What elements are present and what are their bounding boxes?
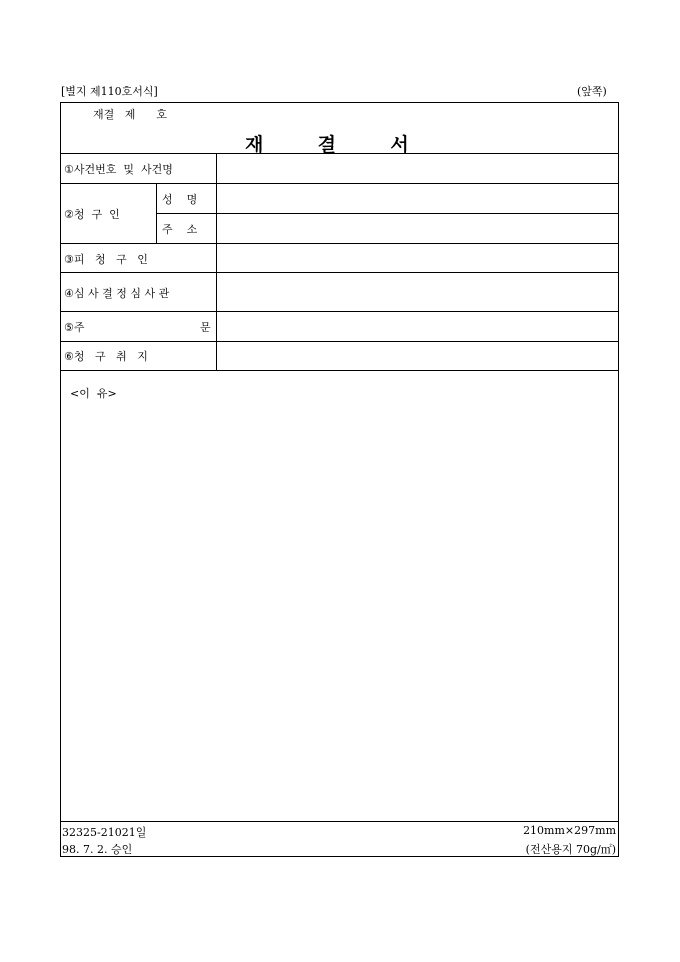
case-field[interactable]	[217, 154, 619, 183]
examiner-field[interactable]	[217, 273, 619, 311]
document-title: 재 결 서	[245, 134, 410, 156]
reason-body-field[interactable]	[61, 371, 618, 821]
examiner-label: ④심 사 결 정 심 사 관	[64, 287, 170, 300]
case-label: ①사건번호 및 사건명	[64, 163, 173, 176]
decision-form	[60, 102, 619, 857]
decision-number-line: 재결 제 호	[93, 108, 167, 121]
footer-paper: (전산용지 70g/㎡)	[525, 843, 616, 856]
order-field[interactable]	[217, 312, 619, 341]
respondent-field[interactable]	[217, 244, 619, 272]
order-label: ⑤주	[64, 321, 85, 334]
footer-code: 32325-21021일	[62, 826, 147, 839]
name-label: 성 명	[162, 193, 198, 206]
order-label-end: 문	[200, 321, 211, 334]
form-number-label: [별지 제110호서식]	[61, 85, 158, 98]
page-side-label: (앞쪽)	[577, 85, 607, 98]
claimant-sub-divider	[156, 183, 157, 243]
respondent-label: ③피 청 구 인	[64, 253, 148, 266]
address-field[interactable]	[217, 214, 619, 243]
claim-purpose-label: ⑥청 구 취 지	[64, 350, 148, 363]
claim-purpose-field[interactable]	[217, 342, 619, 370]
rule-footer	[61, 821, 618, 822]
footer-size: 210mm×297mm	[523, 824, 616, 837]
address-label: 주 소	[162, 223, 198, 236]
claimant-label: ②청 구 인	[64, 208, 120, 221]
name-field[interactable]	[217, 184, 619, 213]
reason-label: <이 유>	[70, 387, 117, 400]
footer-approval: 98. 7. 2. 승인	[62, 843, 133, 856]
